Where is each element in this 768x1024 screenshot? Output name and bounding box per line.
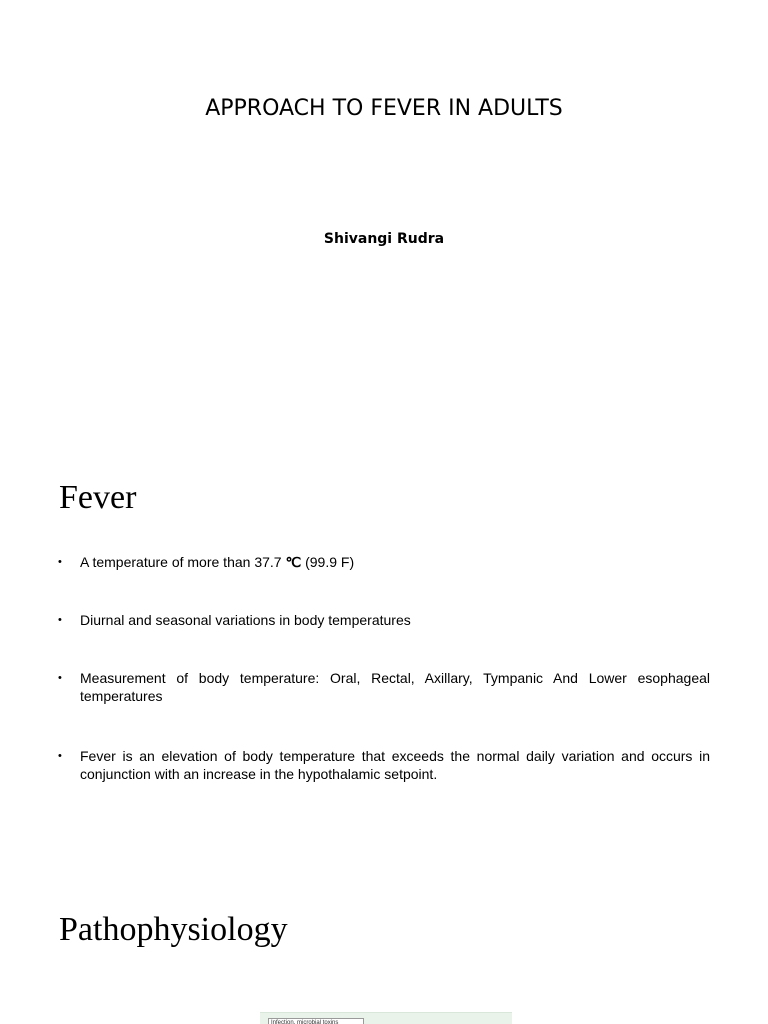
author-name: Shivangi Rudra	[323, 231, 445, 247]
figure-label: Infection, microbial toxins	[268, 1018, 364, 1024]
bullet-text: Diurnal and seasonal variations in body temperatures	[80, 612, 411, 628]
bullet-item-temperature	[58, 553, 710, 571]
bullet-text-part: A temperature of more than 37.7	[80, 554, 286, 570]
bullet-text-part: (99.9 F)	[301, 554, 355, 570]
bullet-dot: •	[58, 750, 62, 762]
bullet-item-variations	[58, 611, 710, 629]
bullet-dot: •	[58, 672, 62, 684]
bullet-text: Measurement of body temperature: Oral, Rectal, Axillary, Tympanic And Lower esophageal temperatures	[80, 670, 710, 704]
pathophysiology-figure	[260, 1012, 512, 1024]
pathophysiology-heading: Pathophysiology	[59, 911, 288, 948]
celsius-symbol: ℃	[285, 554, 302, 570]
fever-heading: Fever	[59, 479, 137, 516]
bullet-text	[80, 553, 710, 571]
bullet-text: Fever is an elevation of body temperature that exceeds the normal daily variation and occurs in conjunction with an increase in the hypothalamic setpoint.	[80, 748, 710, 782]
slide-title: APPROACH TO FEVER IN ADULTS	[205, 96, 563, 121]
bullet-dot: •	[58, 556, 62, 568]
bullet-item-measurement	[58, 669, 710, 705]
bullet-item-definition	[58, 747, 710, 783]
bullet-dot: •	[58, 614, 62, 626]
